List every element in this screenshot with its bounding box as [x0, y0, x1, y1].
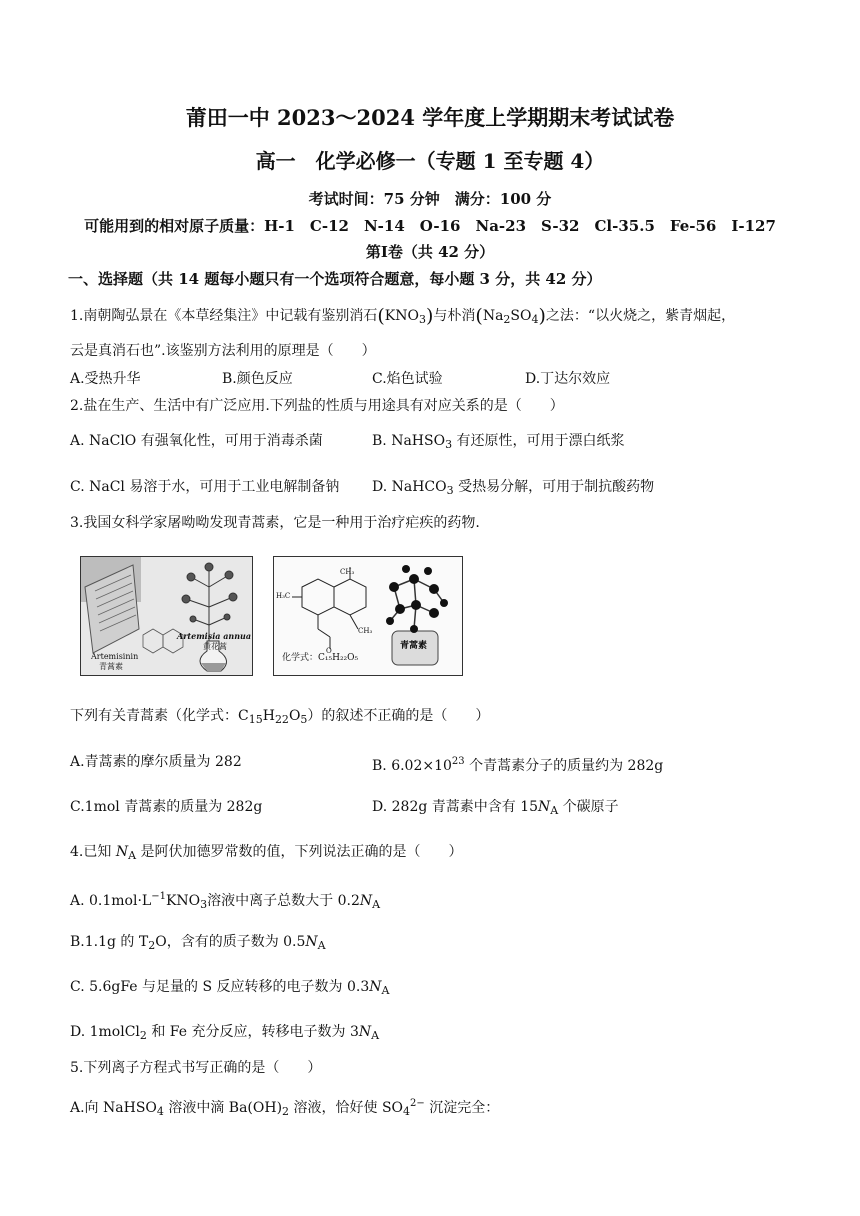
figure-artemisinin-photo	[80, 556, 253, 676]
plant-cn-label: 黄花蒿	[203, 642, 227, 651]
question-1-stem-line2: 云是真消石也”.该鉴别方法利用的原理是（ ）	[70, 343, 376, 359]
question-4-stem: 4.已知 $N_A$ 是阿伏加德罗常数的值，下列说法正确的是（ ）	[70, 844, 463, 862]
carbonyl-o-label: O	[326, 647, 332, 655]
question-3-question: 下列有关青蒿素（化学式：$C_{15}H_{22}O_5$）的叙述不正确的是（ ）	[70, 708, 490, 726]
compound-label: Artemisinin	[91, 652, 139, 661]
ch3-label-bottom: CH₃	[358, 627, 373, 635]
h3c-label: H₃C	[276, 592, 291, 600]
atomic-masses: 可能用到的相对原子质量：H-1 C-12 N-14 O-16 Na-23 S-32 Cl-35.5 Fe-56 I-127	[84, 217, 776, 235]
question-1-stem: 1.南朝陶弘景在《本草经集注》中记载有鉴别消石$(KNO_3)$与朴消$(Na_2SO_4)$之法：“以火烧之，紫青烟起，	[70, 305, 736, 327]
exam-title: 莆田一中 2023～2024 学年度上学期期末考试试卷	[185, 105, 675, 130]
section-title: 一、选择题（共 14 题每小题只有一个选项符合题意，每小题 3 分，共 42 分）	[68, 270, 602, 288]
jar-label: 青蒿素	[400, 641, 428, 651]
question-3-stem: 3.我国女科学家屠呦呦发现青蒿素，它是一种用于治疗疟疾的药物.	[70, 515, 480, 531]
question-1-option-a: A.受热升华	[70, 371, 141, 387]
question-4-option-b: B.1.1g 的 $T_2O$，含有的质子数为 $0.5N_A$	[70, 934, 326, 952]
question-2-stem: 2.盐在生产、生活中有广泛应用.下列盐的性质与用途具有对应关系的是（ ）	[70, 398, 564, 414]
question-4-option-d: D. 1molCl$_2$ 和 Fe 充分反应，转移电子数为 $3N_A$	[70, 1024, 380, 1042]
figure-artemisinin-structure	[273, 556, 463, 676]
exam-info: 考试时间：75 分钟 满分：100 分	[308, 190, 552, 208]
question-3-option-b: B. $6.02\times 10^{23}$ 个青蒿素分子的质量约为 282g	[372, 756, 664, 774]
formula-label: 化学式：C₁₅H₂₂O₅	[282, 653, 359, 663]
question-1-option-c: C.焰色试验	[372, 371, 443, 387]
exam-subtitle: 高一 化学必修一（专题 1 至专题 4）	[255, 149, 605, 173]
question-2-option-c: C. NaCl 易溶于水，可用于工业电解制备钠	[70, 479, 340, 495]
question-1-option-b: B.颜色反应	[222, 371, 293, 387]
question-2-option-b: B. NaHSO$_3$ 有还原性，可用于漂白纸浆	[372, 433, 625, 451]
question-5-option-a: A.向 NaHSO$_4$ 溶液中滴 $Ba(OH)_2$ 溶液，恰好使 $SO_4^{2-}$ 沉淀完全：	[70, 1098, 500, 1118]
ch3-label-top: CH₃	[340, 568, 355, 576]
question-2-option-a: A. NaClO 有强氧化性，可用于消毒杀菌	[70, 433, 323, 449]
plant-latin-label: Artemisia annua	[177, 631, 252, 641]
question-5-stem: 5.下列离子方程式书写正确的是（ ）	[70, 1060, 322, 1076]
question-3-option-a: A.青蒿素的摩尔质量为 282	[70, 754, 242, 770]
question-2-option-d: D. NaHCO$_3$ 受热易分解，可用于制抗酸药物	[372, 479, 655, 497]
question-4-option-c: C. 5.6gFe 与足量的 S 反应转移的电子数为 $0.3N_A$	[70, 979, 390, 997]
compound-cn-label: 青蒿素	[99, 662, 123, 671]
question-3-option-d: D. 282g 青蒿素中含有 $15N_A$ 个碳原子	[372, 799, 619, 817]
question-3-option-c: C.1mol 青蒿素的质量为 282g	[70, 799, 263, 815]
part-title: 第Ⅰ卷（共 42 分）	[365, 243, 495, 261]
question-4-option-a: A. $0.1mol\cdot L^{-1}KNO_3$溶液中离子总数大于 $0.2N_A$	[70, 891, 381, 911]
question-1-option-d: D.丁达尔效应	[525, 371, 611, 387]
